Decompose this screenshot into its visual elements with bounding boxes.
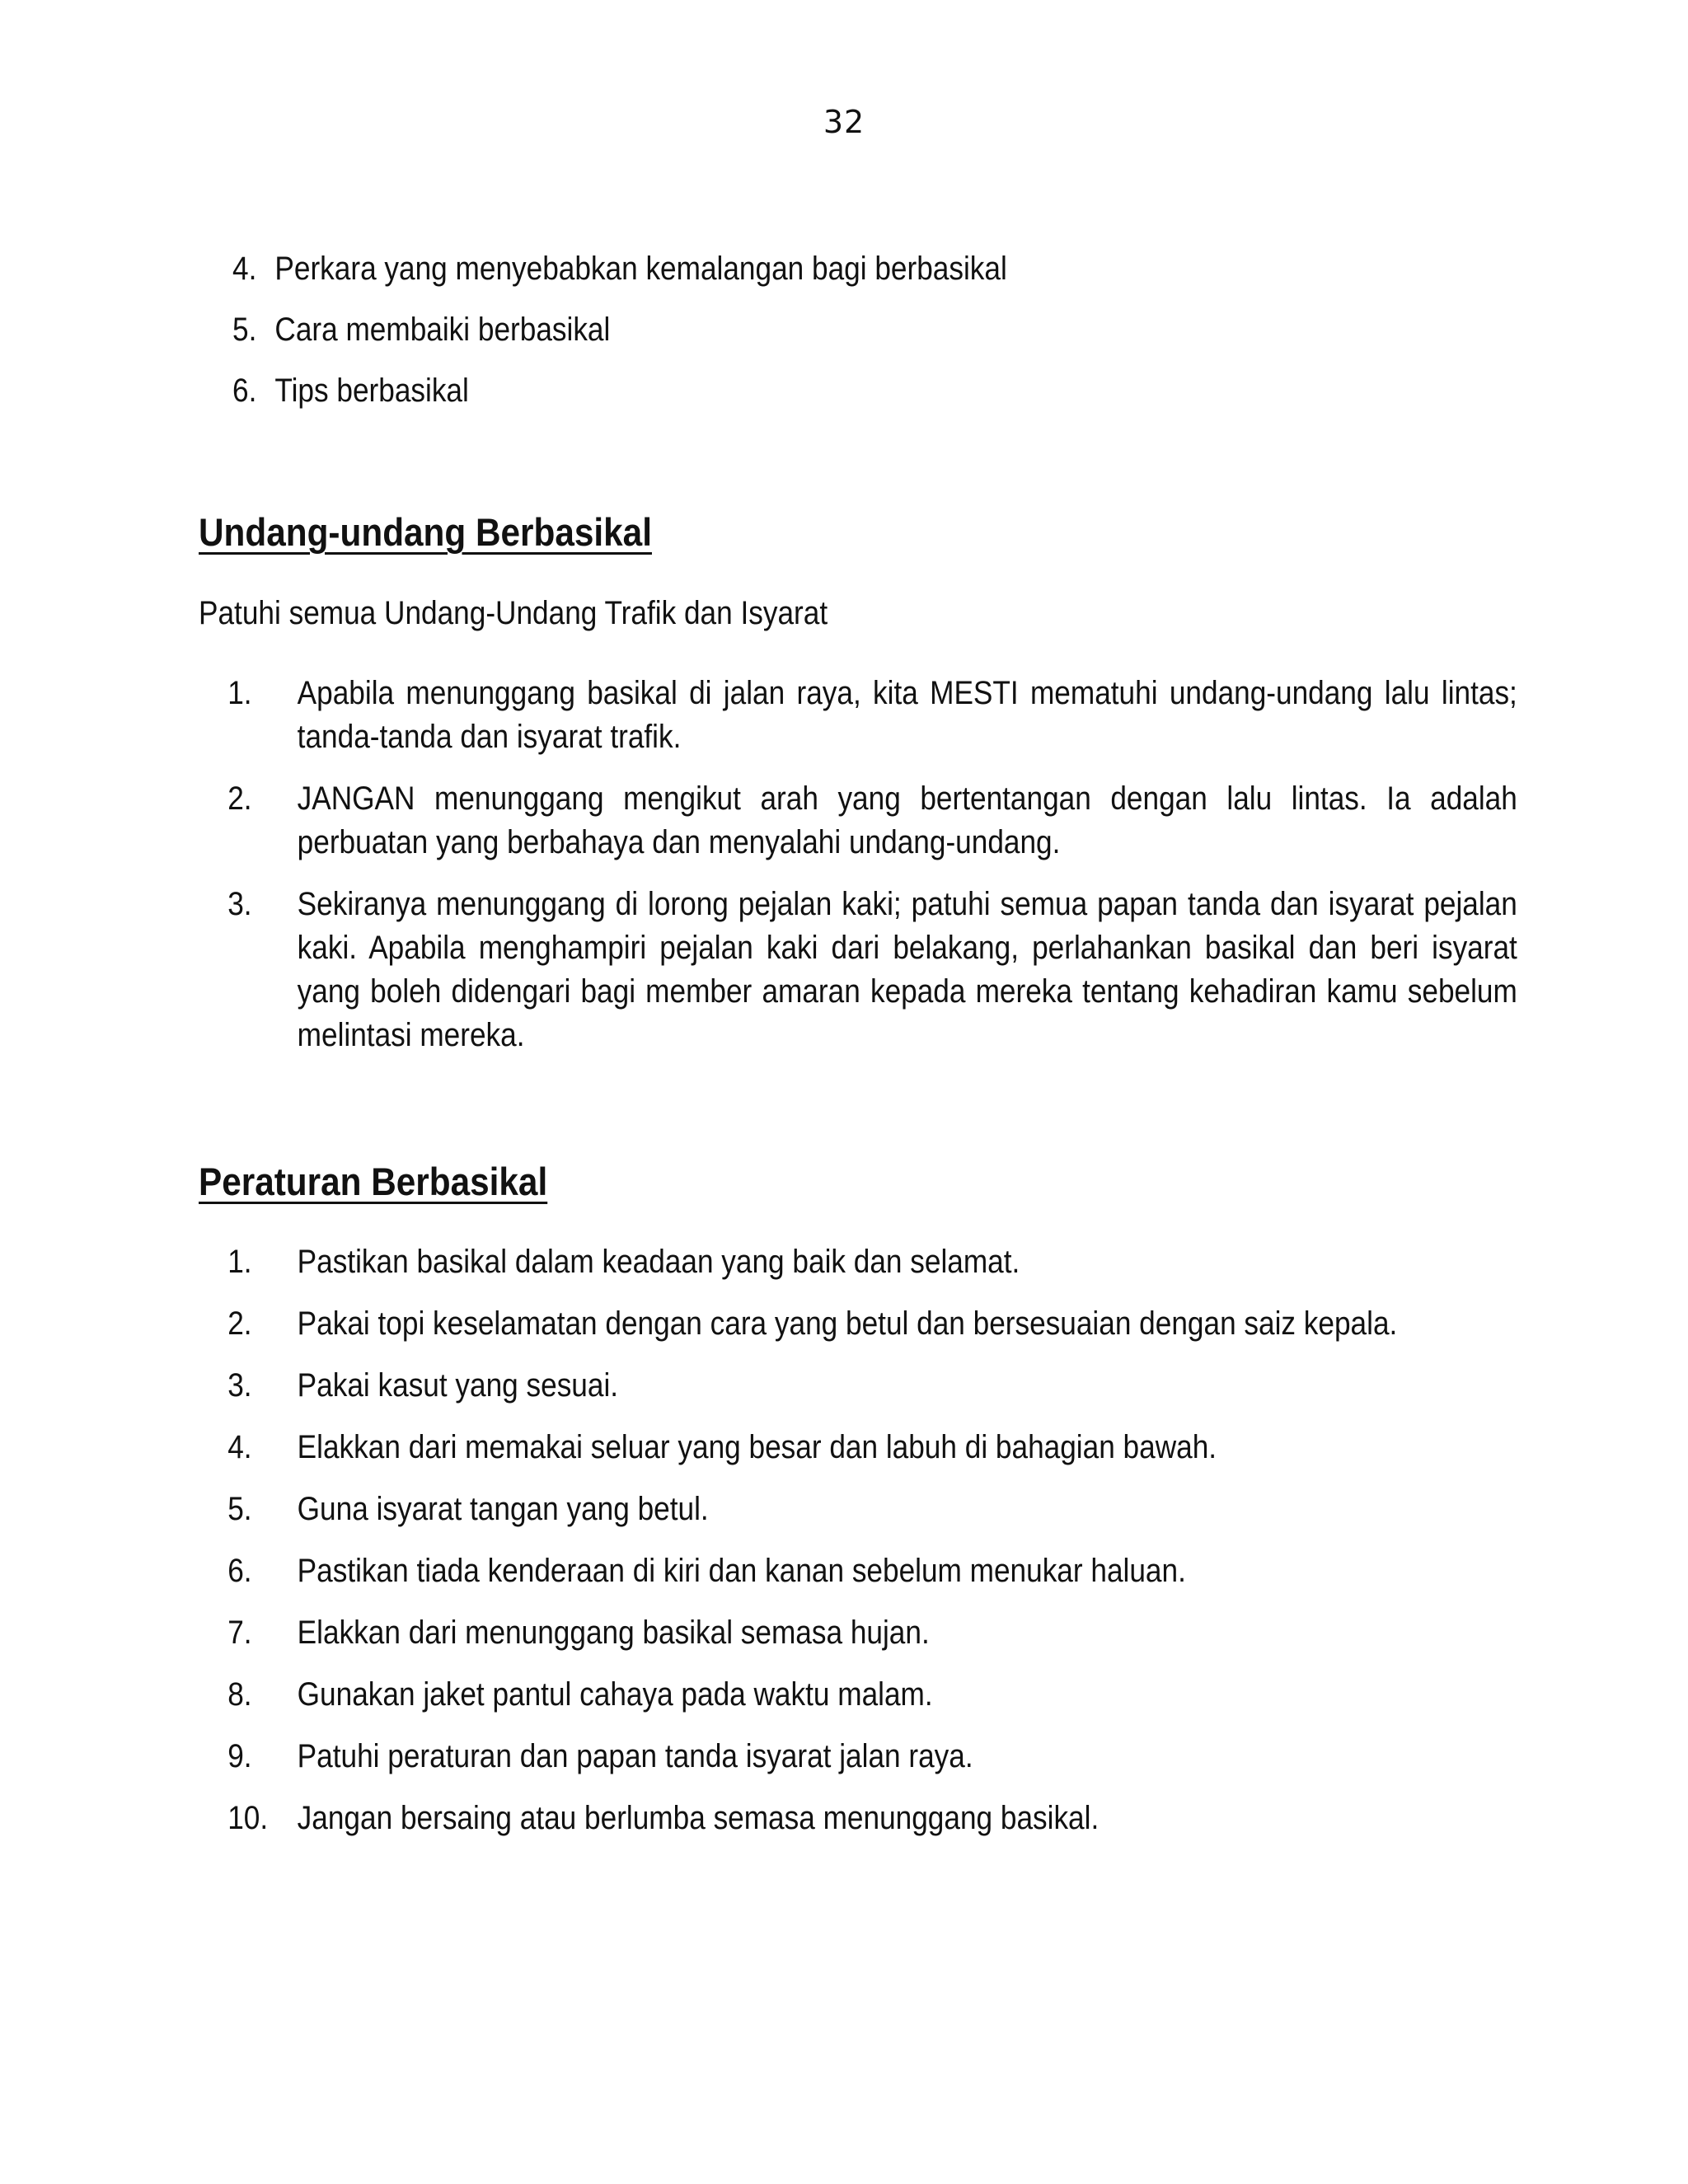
list-number: 5. (232, 312, 257, 348)
list-text: Elakkan dari menunggang basikal semasa hujan. (297, 1615, 930, 1651)
list-number: 7. (227, 1615, 252, 1651)
list-item (199, 1549, 1517, 1593)
list-number: 1. (227, 1244, 252, 1280)
list-number: 2. (227, 1305, 252, 1342)
section-intro: Patuhi semua Undang-Undang Trafik dan Isyarat (199, 595, 828, 631)
list-text: Gunakan jaket pantul cahaya pada waktu malam. (297, 1676, 933, 1713)
list-text: Apabila menunggang basikal di jalan raya, kita MESTI mematuhi undang-undang lalu lintas; tanda-tanda dan isyarat trafik. (297, 675, 1517, 755)
undang-undang-list (199, 672, 1688, 1076)
list-text: Guna isyarat tangan yang betul. (297, 1491, 709, 1527)
list-item (199, 883, 1517, 1057)
list-number: 6. (227, 1553, 252, 1589)
list-item (199, 369, 1007, 430)
list-number: 4. (232, 251, 257, 287)
section-heading-peraturan: Peraturan Berbasikal (199, 1160, 548, 1203)
list-number: 4. (227, 1429, 252, 1465)
list-item (199, 1364, 1517, 1408)
list-item (199, 1673, 1517, 1717)
list-text: Sekiranya menunggang di lorong pejalan kaki; patuhi semua papan tanda dan isyarat pejalan kaki. Apabila menghampiri pejalan kaki dari belakang, perlahankan basikal dan beri isyarat yang boleh didengari bagi member amaran kepada mereka tentang kehadiran kamu sebelum melintasi mereka. (297, 886, 1517, 1053)
continued-topic-list (199, 247, 1118, 430)
list-text: Pakai topi keselamatan dengan cara yang betul dan bersesuaian dengan saiz kepala. (297, 1305, 1398, 1342)
page-number: 32 (823, 104, 865, 140)
list-item (199, 1611, 1517, 1655)
list-text: Patuhi peraturan dan papan tanda isyarat jalan raya. (297, 1738, 973, 1774)
list-number: 3. (227, 886, 252, 922)
list-number: 8. (227, 1676, 252, 1713)
list-text: JANGAN menunggang mengikut arah yang bertentangan dengan lalu lintas. Ia adalah perbuatan yang berbahaya dan menyalahi undang-undang. (297, 780, 1517, 860)
list-item (199, 308, 1007, 369)
list-item (199, 1488, 1517, 1531)
list-item (199, 1735, 1517, 1779)
list-item (199, 1240, 1517, 1284)
list-text: Tips berbasikal (274, 373, 469, 409)
list-number: 3. (227, 1367, 252, 1404)
section-heading-undang-undang: Undang-undang Berbasikal (199, 510, 652, 554)
list-item (199, 1302, 1517, 1346)
list-item (199, 1797, 1517, 1840)
list-text: Perkara yang menyebabkan kemalangan bagi berbasikal (274, 251, 1007, 287)
list-number: 10. (227, 1800, 269, 1836)
list-text: Pastikan tiada kenderaan di kiri dan kanan sebelum menukar haluan. (297, 1553, 1186, 1589)
peraturan-list (199, 1240, 1688, 1858)
list-text: Pastikan basikal dalam keadaan yang baik dan selamat. (297, 1244, 1020, 1280)
list-text: Pakai kasut yang sesuai. (297, 1367, 619, 1404)
list-number: 6. (232, 373, 257, 409)
list-number: 2. (227, 780, 252, 817)
list-item (199, 1426, 1517, 1469)
list-text: Cara membaiki berbasikal (274, 312, 611, 348)
list-item (199, 672, 1517, 759)
list-number: 9. (227, 1738, 252, 1774)
list-number: 5. (227, 1491, 252, 1527)
list-item (199, 247, 1007, 308)
list-item (199, 777, 1517, 865)
list-text: Elakkan dari memakai seluar yang besar dan labuh di bahagian bawah. (297, 1429, 1217, 1465)
list-text: Jangan bersaing atau berlumba semasa menunggang basikal. (297, 1800, 1100, 1836)
list-number: 1. (227, 675, 252, 711)
